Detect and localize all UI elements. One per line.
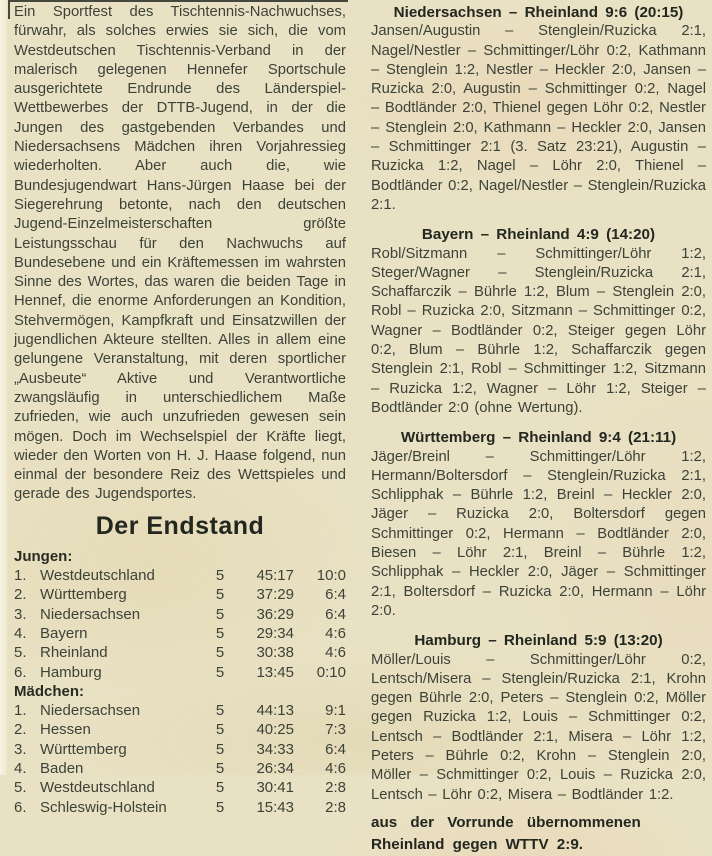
team-name: Bayern: [40, 624, 88, 642]
standings-row: [14, 643, 346, 662]
matches-played: 5: [215, 721, 225, 739]
standings-boys-label: Jungen:: [14, 547, 73, 565]
team-name: Hessen: [40, 721, 91, 739]
point-ratio: 6:4: [325, 605, 346, 623]
team-name: Hamburg: [40, 663, 102, 681]
preliminary-note-line1: aus der Vorrunde übernommenen: [371, 813, 641, 831]
point-ratio: 7:3: [325, 721, 346, 739]
matches-played: 5: [215, 779, 225, 797]
match-heading: Württemberg – Rheinland 9:4 (21:11): [400, 429, 677, 447]
match-heading: Bayern – Rheinland 4:9 (14:20): [421, 226, 656, 244]
standings-row: [14, 624, 346, 643]
article-left-border-line: [8, 0, 10, 19]
team-name: Westdeutschland: [40, 567, 155, 585]
rank: 5.: [14, 779, 27, 797]
team-name: Westdeutschland: [40, 779, 155, 797]
set-ratio: 40:25: [256, 721, 294, 739]
rank: 2.: [14, 586, 27, 604]
point-ratio: 6:4: [325, 740, 346, 758]
set-ratio: 30:38: [256, 644, 294, 662]
set-ratio: 26:34: [256, 759, 294, 777]
left-column: [14, 3, 346, 817]
standings-row: [14, 720, 346, 739]
preliminary-note-line2: Rheinland gegen WTTV 2:9.: [371, 835, 583, 853]
match-details: Robl/Sitzmann – Schmittinger/Löhr 1:2, Steger/Wagner – Stenglein/Ruzicka 2:1, Schaffarczik – Bührle 1:2, Blum – Stenglein 2:0, Robl – Ruzicka 2:0, Sitzmann – Schmittinger 0:2, Wagner – Bodtländer 0:2, Steiger gegen Löhr 0:2, Blum – Bührle 1:2, Schaffarczik gegen Stenglein 2:1, Robl – Schmittinger 1:2, Sitzmann – Ruzicka 1:2, Wagner – Löhr 1:2, Steiger – Bodtländer 2:0 (ohne Wertung).: [371, 245, 706, 416]
standings-row: [14, 663, 346, 682]
rank: 3.: [14, 605, 27, 623]
point-ratio: 4:6: [325, 644, 346, 662]
matches-played: 5: [215, 798, 225, 816]
rank: 5.: [14, 644, 27, 662]
set-ratio: 37:29: [256, 586, 294, 604]
point-ratio: 4:6: [325, 759, 346, 777]
set-ratio: 36:29: [256, 605, 294, 623]
matches-played: 5: [215, 605, 225, 623]
point-ratio: 2:8: [325, 798, 346, 816]
team-name: Niedersachsen: [40, 702, 141, 720]
match-report: [371, 631, 706, 805]
set-ratio: 30:41: [256, 779, 294, 797]
match-details: Möller/Louis – Schmittinger/Löhr 0:2, Lentsch/Misera – Stenglein/Ruzicka 2:1, Krohn gegen Bührle 2:0, Peters – Stenglein 0:2, Möller gegen Ruzicka 1:2, Louis – Schmittinger 0:2, Lentsch – Bodtländer 2:1, Misera – Löhr 1:2, Peters – Bührle 0:2, Krohn – Stenglein 2:0, Möller – Schmittinger 0:2, Louis – Ruzicka 2:0, Lentsch – Löhr 0:2, Misera – Bodtländer 1:2.: [371, 651, 706, 803]
standings-row: [14, 798, 346, 817]
standings-girls-label: Mädchen:: [14, 682, 85, 700]
set-ratio: 44:13: [256, 702, 294, 720]
set-ratio: 34:33: [256, 740, 294, 758]
set-ratio: 45:17: [256, 567, 294, 585]
standings-row: [14, 740, 346, 759]
set-ratio: 29:34: [256, 624, 294, 642]
matches-played: 5: [215, 624, 225, 642]
matches-played: 5: [215, 702, 225, 720]
rank: 3.: [14, 740, 27, 758]
team-name: Württemberg: [40, 740, 127, 758]
rank: 6.: [14, 663, 27, 681]
matches-played: 5: [215, 740, 225, 758]
rank: 4.: [14, 759, 27, 777]
matches-played: 5: [215, 759, 225, 777]
point-ratio: 0:10: [316, 663, 346, 681]
team-name: Rheinland: [40, 644, 108, 662]
rank: 6.: [14, 798, 27, 816]
match-heading: Hamburg – Rheinland 5:9 (13:20): [414, 632, 663, 650]
article-top-border-line: [10, 0, 348, 2]
match-details: Jansen/Augustin – Stenglein/Ruzicka 2:1, Nagel/Nestler – Schmittinger/Löhr 0:2, Kathmann – Stenglein 1:2, Nestler – Heckler 2:0, Jansen – Ruzicka 2:0, Augustin – Schmittinger 0:2, Nagel – Bodtländer 2:0, Thienel gegen Löhr 0:2, Nestler – Stenglein 2:0, Kathmann – Heckler 2:0, Jansen – Schmittinger 2:1 (3. Satz 23:21), Augustin – Ruzicka 1:2, Nagel – Löhr 2:0, Thienel – Bodtländer 0:2, Nagel/Nestler – Stenglein/Ruzicka 2:1.: [371, 23, 707, 213]
match-report: [371, 3, 706, 215]
matches-played: 5: [215, 586, 225, 604]
standings-row: [14, 585, 346, 604]
preliminary-round-note: [371, 812, 706, 856]
standings-title: Der Endstand: [95, 511, 265, 540]
matches-played: 5: [215, 644, 225, 662]
rank: 1.: [14, 567, 27, 585]
standings-row: [14, 701, 346, 720]
rank: 1.: [14, 702, 27, 720]
match-report: [371, 428, 706, 621]
point-ratio: 9:1: [325, 702, 346, 720]
page-edge-strip: [0, 0, 7, 775]
standings-row: [14, 778, 346, 797]
point-ratio: 4:6: [325, 624, 346, 642]
standings-table: [14, 547, 346, 817]
standings-row: [14, 566, 346, 585]
match-details: Jäger/Breinl – Schmittinger/Löhr 1:2, Hermann/Boltersdorf – Stenglein/Ruzicka 2:1, Schlipphak – Bührle 1:2, Breinl – Heckler 2:0, Jäger – Ruzicka 2:0, Boltersdorf gegen Schmittinger 0:2, Hermann – Bodtländer 2:0, Biesen – Löhr 2:1, Breinl – Bührle 1:2, Schlipphak – Heckler 2:0, Jäger – Schmittinger 2:1, Boltersdorf – Ruzicka 2:0, Hermann – Löhr 2:0.: [371, 448, 706, 619]
matches-played: 5: [215, 663, 225, 681]
match-heading: Niedersachsen – Rheinland 9:6 (20:15): [393, 4, 684, 21]
point-ratio: 10:0: [316, 567, 346, 585]
standings-row: [14, 605, 346, 624]
team-name: Württemberg: [40, 586, 127, 604]
team-name: Niedersachsen: [40, 605, 141, 623]
rank: 2.: [14, 721, 27, 739]
matches-played: 5: [215, 567, 225, 585]
set-ratio: 15:43: [256, 798, 294, 816]
point-ratio: 2:8: [325, 779, 346, 797]
set-ratio: 13:45: [256, 663, 294, 681]
match-report: [371, 225, 706, 418]
standings-row: [14, 759, 346, 778]
rank: 4.: [14, 624, 27, 642]
team-name: Schleswig-Holstein: [40, 798, 167, 816]
article-intro: Ein Sportfest des Tischtennis-Nachwuchses, fürwahr, als solches erwies sie sich, die vom Westdeutschen Tischtennis-Verband in der malerisch gelegenen Hennefer Sportschule ausgerichtete Endrunde des Länderspiel-Wettbewerbes der DTTB-Jugend, in der die Jungen des gastgebenden Verbandes und Niedersachsens Mädchen ihren Vorjahressieg wiederholten. Aber auch die, wie Bundesjugendwart Hans-Jürgen Haase bei der Siegerehrung betonte, nach den deutschen Jugend-Einzelmeisterschaften größte Leistungsschau für den Nachwuchs auf Bundesebene und ein Kräftemessen im wahrsten Sinne des Wortes, das waren die beiden Tage in Hennef, die enorme Anforderungen an Kondition, Stehvermögen, Kampfkraft und Einsatzwillen der jugendlichen Akteure stellten. Alles in allem eine gelungene Veranstaltung, mit deren sportlicher „Ausbeute“ Aktive und Verantwortliche zwangsläufig in unterschiedlichem Maße zufrieden, wie auch unzufrieden gewesen sein mögen. Doch im Wechselspiel der Kräfte liegt, wieder den Worten von H. J. Haase folgend, nun einmal der besondere Reiz des Wettspieles und gerade des Jugendsportes.: [14, 4, 346, 503]
team-name: Baden: [40, 759, 84, 777]
point-ratio: 6:4: [325, 586, 346, 604]
right-column: [371, 3, 706, 856]
